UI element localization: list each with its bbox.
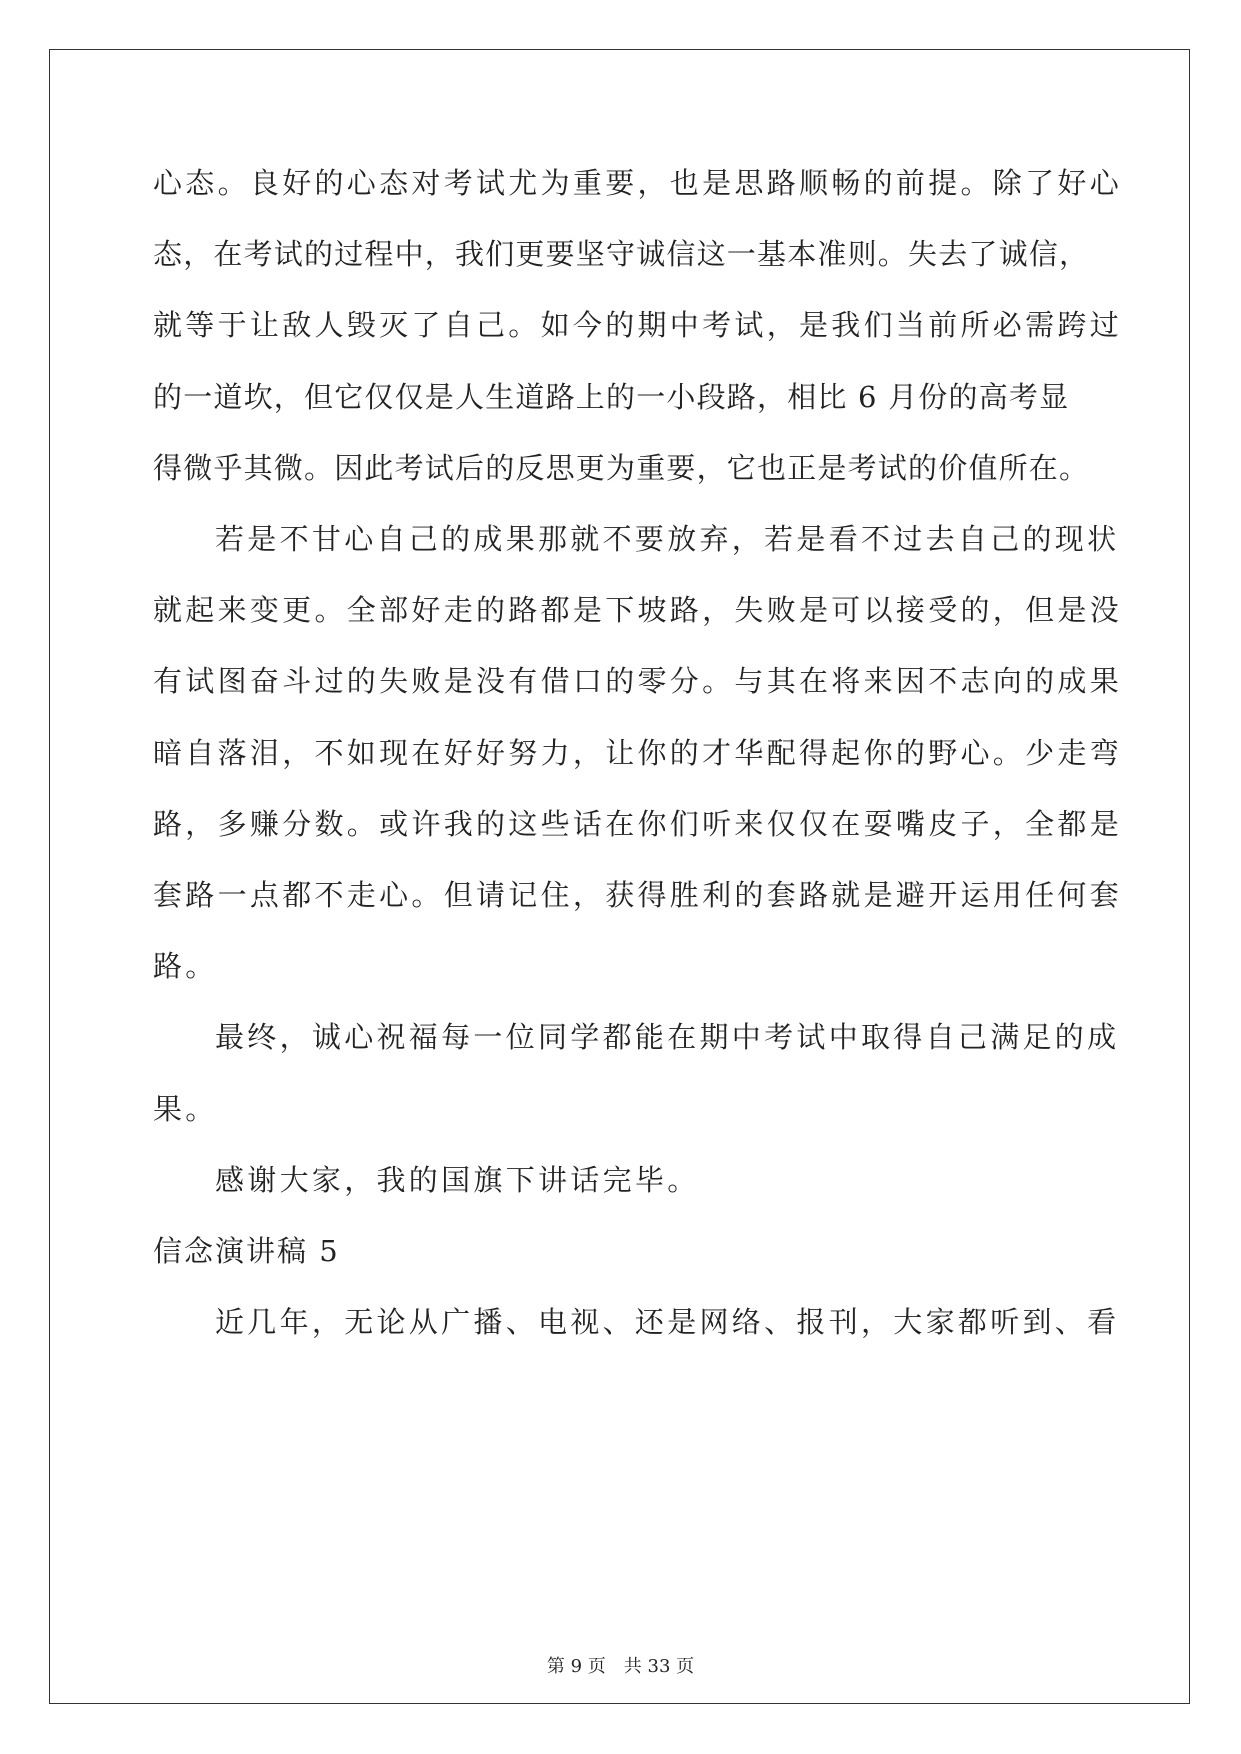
paragraph-line: 感谢大家，我的国旗下讲话完毕。 [215, 1163, 700, 1197]
paragraph-line: 心态。良好的心态对考试尤为重要，也是思路顺畅的前提。除了好心 [153, 166, 1123, 200]
paragraph-line: 果。 [153, 1092, 218, 1126]
paragraph-line: 路，多赚分数。或许我的这些话在你们听来仅仅在耍嘴皮子，全都是 [153, 807, 1123, 841]
paragraph-line: 就等于让敌人毁灭了自己。如今的期中考试，是我们当前所必需跨过 [153, 308, 1123, 342]
page-footer [0, 1655, 1241, 1679]
paragraph-line: 就起来变更。全部好走的路都是下坡路，失败是可以接受的，但是没 [153, 593, 1123, 627]
paragraph-line: 最终，诚心祝福每一位同学都能在期中考试中取得自己满足的成 [215, 1020, 1120, 1054]
paragraph-line: 若是不甘心自己的成果那就不要放弃，若是看不过去自己的现状 [215, 522, 1120, 556]
page-number: 第 9 页 [546, 1656, 606, 1677]
paragraph-line: 暗自落泪，不如现在好好努力，让你的才华配得起你的野心。少走弯 [153, 736, 1123, 770]
paragraph-line: 得微乎其微。因此考试后的反思更为重要，它也正是考试的价值所在。 [153, 451, 1090, 485]
paragraph-line: 近几年，无论从广播、电视、还是网络、报刊，大家都听到、看 [215, 1305, 1120, 1339]
paragraph-line: 态，在考试的过程中，我们更要坚守诚信这一基本准则。失去了诚信， [153, 237, 1090, 271]
page-total: 共 33 页 [623, 1656, 695, 1677]
section-heading: 信念演讲稿 5 [153, 1234, 340, 1268]
paragraph-line: 有试图奋斗过的失败是没有借口的零分。与其在将来因不志向的成果 [153, 664, 1123, 698]
paragraph-line: 的一道坎，但它仅仅是人生道路上的一小段路，相比 6 月份的高考显 [153, 380, 1070, 414]
paragraph-line: 套路一点都不走心。但请记住，获得胜利的套路就是避开运用任何套 [153, 878, 1123, 912]
paragraph-line: 路。 [153, 949, 218, 983]
